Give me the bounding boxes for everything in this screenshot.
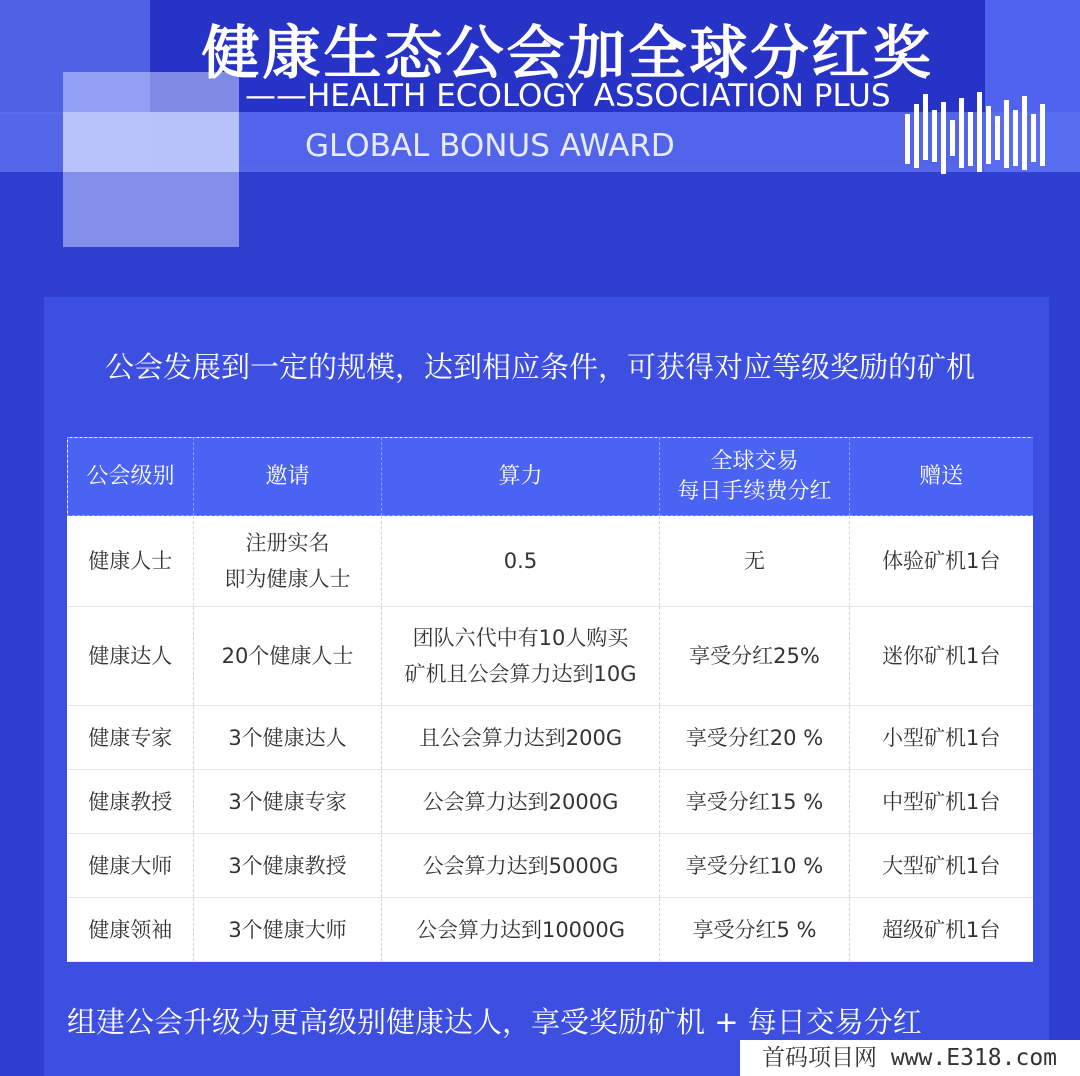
cell-level: 健康人士 <box>68 516 194 607</box>
cell-power: 公会算力达到10000G <box>382 898 660 962</box>
decorative-square-highlight <box>63 112 239 172</box>
cell-level: 健康专家 <box>68 706 194 770</box>
cell-gift: 迷你矿机1台 <box>850 607 1033 706</box>
cell-dividend: 享受分红5 % <box>660 898 850 962</box>
cell-invite <box>194 516 382 607</box>
table-row <box>68 516 1033 607</box>
cell-power: 公会算力达到2000G <box>382 770 660 834</box>
cell-invite-line1: 20个健康人士 <box>221 644 354 668</box>
page-subtitle-line2: GLOBAL BONUS AWARD <box>305 128 675 164</box>
table-header-row <box>68 438 1033 516</box>
cell-dividend: 享受分红10 % <box>660 834 850 898</box>
cell-dividend: 享受分红15 % <box>660 770 850 834</box>
cell-level: 健康大师 <box>68 834 194 898</box>
page-subtitle-line1: ——HEALTH ECOLOGY ASSOCIATION PLUS <box>245 78 891 114</box>
footer-text: 组建公会升级为更高级别健康达人，享受奖励矿机 + 每日交易分红 <box>67 1005 922 1039</box>
table-row <box>68 898 1033 962</box>
cell-power-line2: 矿机且公会算力达到10G <box>404 662 637 686</box>
cell-power: 公会算力达到5000G <box>382 834 660 898</box>
cell-gift: 小型矿机1台 <box>850 706 1033 770</box>
table-row <box>68 770 1033 834</box>
cell-invite: 3个健康专家 <box>194 770 382 834</box>
header-dividend-line2: 每日手续费分红 <box>677 478 832 504</box>
reward-table <box>67 437 1033 962</box>
cell-gift: 大型矿机1台 <box>850 834 1033 898</box>
cell-gift: 体验矿机1台 <box>850 516 1033 607</box>
table-row <box>68 834 1033 898</box>
cell-power <box>382 607 660 706</box>
cell-level: 健康领袖 <box>68 898 194 962</box>
header-dividend <box>660 438 850 516</box>
cell-invite-line1: 注册实名 <box>245 531 330 555</box>
cell-gift: 超级矿机1台 <box>850 898 1033 962</box>
header-gift: 赠送 <box>850 438 1033 516</box>
header-power: 算力 <box>382 438 660 516</box>
watermark: 首码项目网 www.E318.com <box>740 1040 1080 1076</box>
cell-invite: 3个健康达人 <box>194 706 382 770</box>
cell-invite-line2: 即为健康人士 <box>224 567 351 591</box>
cell-invite <box>194 607 382 706</box>
table-row <box>68 607 1033 706</box>
cell-power <box>382 516 660 607</box>
header-level: 公会级别 <box>68 438 194 516</box>
cell-invite: 3个健康教授 <box>194 834 382 898</box>
cell-invite: 3个健康大师 <box>194 898 382 962</box>
cell-dividend: 享受分红25% <box>660 607 850 706</box>
cell-power-line1: 团队六代中有10人购买 <box>412 626 629 650</box>
cell-dividend: 享受分红20 % <box>660 706 850 770</box>
page-title: 健康生态公会加全球分红奖 <box>201 19 934 87</box>
cell-level: 健康达人 <box>68 607 194 706</box>
table-row <box>68 706 1033 770</box>
header-dividend-line1: 全球交易 <box>710 448 799 474</box>
cell-power: 且公会算力达到200G <box>382 706 660 770</box>
cell-gift: 中型矿机1台 <box>850 770 1033 834</box>
intro-text: 公会发展到一定的规模，达到相应条件，可获得对应等级奖励的矿机 <box>104 350 975 384</box>
cell-level: 健康教授 <box>68 770 194 834</box>
header-invite: 邀请 <box>194 438 382 516</box>
audio-waveform-icon <box>905 92 1050 174</box>
cell-dividend: 无 <box>660 516 850 607</box>
reward-table-container <box>67 437 1032 962</box>
cell-power-line1: 0.5 <box>503 549 538 573</box>
